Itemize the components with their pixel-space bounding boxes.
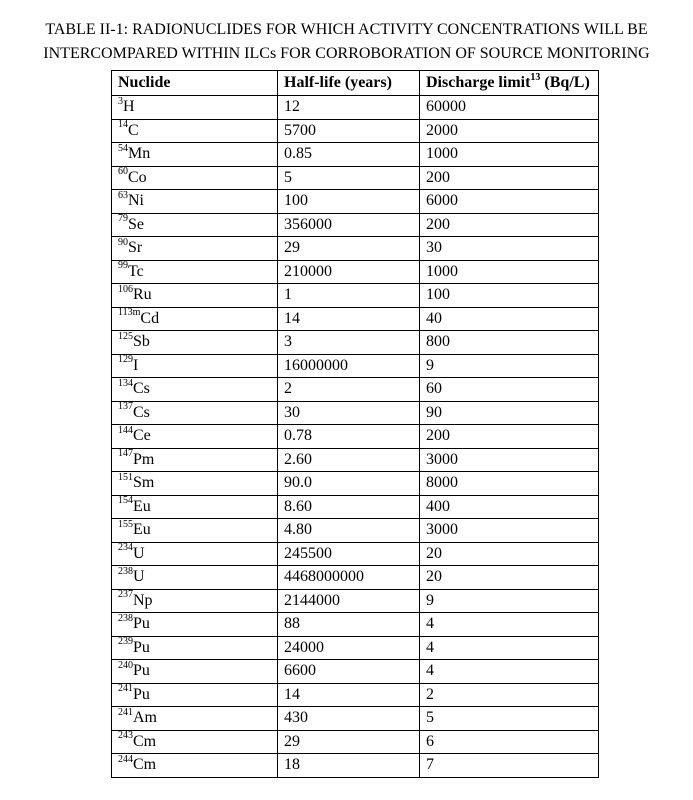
mass-number: 106	[118, 283, 133, 295]
nuclide-cell	[112, 542, 278, 566]
element-symbol: Pu	[133, 615, 150, 633]
half-life-cell: 4.80	[278, 519, 420, 543]
discharge-limit-cell: 7	[420, 754, 599, 778]
element-symbol: Cm	[133, 756, 157, 774]
element-symbol: Tc	[128, 262, 144, 280]
nuclide-cell	[112, 754, 278, 778]
half-life-cell: 16000000	[278, 354, 420, 378]
table-row	[112, 683, 599, 707]
discharge-limit-cell: 6	[420, 730, 599, 754]
mass-number: 238	[118, 565, 133, 577]
discharge-limit-cell: 4	[420, 660, 599, 684]
discharge-limit-cell: 6000	[420, 190, 599, 214]
table-caption	[0, 18, 693, 66]
discharge-limit-cell: 4	[420, 613, 599, 637]
element-symbol: Ni	[128, 192, 144, 210]
discharge-limit-cell: 2000	[420, 119, 599, 143]
nuclide-cell	[112, 660, 278, 684]
discharge-limit-cell: 9	[420, 589, 599, 613]
header-half-life: Half-life (years)	[278, 71, 420, 96]
header-discharge-label: Discharge limit	[426, 74, 531, 91]
half-life-cell: 0.85	[278, 143, 420, 167]
table-row	[112, 660, 599, 684]
discharge-limit-cell: 5	[420, 707, 599, 731]
half-life-cell: 210000	[278, 260, 420, 284]
element-symbol: U	[133, 568, 145, 586]
half-life-cell: 12	[278, 96, 420, 120]
discharge-limit-cell: 9	[420, 354, 599, 378]
mass-number: 3	[118, 95, 123, 107]
half-life-cell: 0.78	[278, 425, 420, 449]
element-symbol: Np	[133, 591, 153, 609]
element-symbol: Cs	[133, 403, 150, 421]
discharge-limit-cell: 2	[420, 683, 599, 707]
discharge-limit-cell: 60	[420, 378, 599, 402]
table-row	[112, 119, 599, 143]
footnote-marker: 13	[530, 71, 541, 83]
table-row	[112, 495, 599, 519]
discharge-limit-cell: 90	[420, 401, 599, 425]
element-symbol: Eu	[133, 521, 151, 539]
nuclide-cell	[112, 119, 278, 143]
half-life-cell: 14	[278, 683, 420, 707]
nuclide-cell	[112, 707, 278, 731]
mass-number: 14	[118, 119, 128, 131]
nuclide-cell	[112, 589, 278, 613]
mass-number: 125	[118, 330, 133, 342]
mass-number: 144	[118, 424, 133, 436]
element-symbol: Mn	[128, 145, 151, 163]
element-symbol: Cs	[133, 380, 150, 398]
nuclide-cell	[112, 284, 278, 308]
table-row	[112, 448, 599, 472]
nuclide-cell	[112, 472, 278, 496]
half-life-cell: 4468000000	[278, 566, 420, 590]
nuclide-cell	[112, 260, 278, 284]
nuclide-cell	[112, 425, 278, 449]
table-row	[112, 730, 599, 754]
discharge-limit-cell: 200	[420, 213, 599, 237]
table-row	[112, 589, 599, 613]
table-row	[112, 636, 599, 660]
half-life-cell: 6600	[278, 660, 420, 684]
nuclide-cell	[112, 143, 278, 167]
table-row	[112, 401, 599, 425]
nuclide-cell	[112, 495, 278, 519]
half-life-cell: 5	[278, 166, 420, 190]
half-life-cell: 430	[278, 707, 420, 731]
mass-number: 239	[118, 636, 133, 648]
mass-number: 243	[118, 730, 133, 742]
discharge-limit-cell: 200	[420, 425, 599, 449]
nuclide-cell	[112, 237, 278, 261]
mass-number: 129	[118, 354, 133, 366]
table-row	[112, 354, 599, 378]
half-life-cell: 90.0	[278, 472, 420, 496]
discharge-limit-cell: 20	[420, 542, 599, 566]
discharge-limit-cell: 30	[420, 237, 599, 261]
element-symbol: I	[133, 356, 139, 374]
nuclide-cell	[112, 166, 278, 190]
mass-number: 241	[118, 706, 133, 718]
element-symbol: Cd	[140, 309, 160, 327]
nuclide-cell	[112, 730, 278, 754]
half-life-cell: 5700	[278, 119, 420, 143]
half-life-cell: 1	[278, 284, 420, 308]
discharge-limit-cell: 100	[420, 284, 599, 308]
nuclide-cell	[112, 190, 278, 214]
mass-number: 241	[118, 683, 133, 695]
half-life-cell: 88	[278, 613, 420, 637]
discharge-limit-cell: 1000	[420, 143, 599, 167]
header-discharge-unit: (Bq/L)	[540, 74, 590, 91]
mass-number: 113m	[118, 307, 141, 319]
mass-number: 244	[118, 753, 133, 765]
mass-number: 134	[118, 377, 133, 389]
table-row	[112, 284, 599, 308]
mass-number: 79	[118, 213, 128, 225]
discharge-limit-cell: 20	[420, 566, 599, 590]
element-symbol: Eu	[133, 497, 151, 515]
discharge-limit-cell: 8000	[420, 472, 599, 496]
table-row	[112, 566, 599, 590]
table-row	[112, 260, 599, 284]
table-row	[112, 542, 599, 566]
half-life-cell: 29	[278, 237, 420, 261]
half-life-cell: 18	[278, 754, 420, 778]
mass-number: 151	[118, 471, 133, 483]
table-row	[112, 378, 599, 402]
element-symbol: Cm	[133, 732, 157, 750]
table-row	[112, 213, 599, 237]
discharge-limit-cell: 4	[420, 636, 599, 660]
mass-number: 63	[118, 189, 128, 201]
mass-number: 90	[118, 236, 128, 248]
table-header-row	[112, 71, 599, 96]
nuclide-cell	[112, 566, 278, 590]
element-symbol: Sm	[133, 474, 155, 492]
nuclide-cell	[112, 378, 278, 402]
discharge-limit-cell: 200	[420, 166, 599, 190]
mass-number: 237	[118, 589, 133, 601]
table-row	[112, 166, 599, 190]
element-symbol: Ru	[133, 286, 152, 304]
half-life-cell: 3	[278, 331, 420, 355]
element-symbol: U	[133, 544, 145, 562]
element-symbol: Co	[128, 168, 147, 186]
nuclide-cell	[112, 331, 278, 355]
nuclide-cell	[112, 683, 278, 707]
table-row	[112, 613, 599, 637]
mass-number: 238	[118, 612, 133, 624]
discharge-limit-cell: 40	[420, 307, 599, 331]
table-row	[112, 96, 599, 120]
element-symbol: Am	[133, 709, 157, 727]
nuclide-cell	[112, 448, 278, 472]
header-discharge-limit	[420, 71, 599, 96]
mass-number: 147	[118, 448, 133, 460]
element-symbol: Pm	[133, 450, 155, 468]
table-row	[112, 754, 599, 778]
table-body	[112, 96, 599, 778]
discharge-limit-cell: 800	[420, 331, 599, 355]
element-symbol: Pu	[133, 662, 150, 680]
discharge-limit-cell: 60000	[420, 96, 599, 120]
half-life-cell: 24000	[278, 636, 420, 660]
table-row	[112, 707, 599, 731]
mass-number: 155	[118, 518, 133, 530]
half-life-cell: 100	[278, 190, 420, 214]
nuclide-cell	[112, 213, 278, 237]
mass-number: 240	[118, 659, 133, 671]
nuclide-cell	[112, 613, 278, 637]
element-symbol: Ce	[133, 427, 151, 445]
caption-line-2: INTERCOMPARED WITHIN ILCs FOR CORROBORATION OF SOURCE MONITORING	[43, 45, 650, 62]
table-row	[112, 472, 599, 496]
table-row	[112, 143, 599, 167]
discharge-limit-cell: 400	[420, 495, 599, 519]
table-row	[112, 307, 599, 331]
table-row	[112, 425, 599, 449]
half-life-cell: 2	[278, 378, 420, 402]
caption-line-1: TABLE II-1: RADIONUCLIDES FOR WHICH ACTIVITY CONCENTRATIONS WILL BE	[45, 21, 648, 38]
element-symbol: Se	[128, 215, 144, 233]
half-life-cell: 30	[278, 401, 420, 425]
element-symbol: H	[123, 98, 135, 116]
nuclide-cell	[112, 636, 278, 660]
element-symbol: Sr	[128, 239, 143, 257]
mass-number: 99	[118, 260, 128, 272]
header-nuclide: Nuclide	[112, 71, 278, 96]
nuclide-cell	[112, 519, 278, 543]
table-row	[112, 331, 599, 355]
mass-number: 137	[118, 401, 133, 413]
mass-number: 60	[118, 166, 128, 178]
table-row	[112, 519, 599, 543]
table-row	[112, 190, 599, 214]
radionuclide-table	[111, 70, 599, 778]
mass-number: 154	[118, 495, 133, 507]
discharge-limit-cell: 1000	[420, 260, 599, 284]
nuclide-cell	[112, 354, 278, 378]
half-life-cell: 245500	[278, 542, 420, 566]
nuclide-cell	[112, 307, 278, 331]
element-symbol: Pu	[133, 685, 150, 703]
mass-number: 54	[118, 142, 128, 154]
half-life-cell: 29	[278, 730, 420, 754]
half-life-cell: 2.60	[278, 448, 420, 472]
half-life-cell: 8.60	[278, 495, 420, 519]
half-life-cell: 356000	[278, 213, 420, 237]
discharge-limit-cell: 3000	[420, 448, 599, 472]
half-life-cell: 14	[278, 307, 420, 331]
nuclide-cell	[112, 96, 278, 120]
element-symbol: Sb	[133, 333, 150, 351]
half-life-cell: 2144000	[278, 589, 420, 613]
element-symbol: C	[128, 121, 139, 139]
mass-number: 234	[118, 542, 133, 554]
element-symbol: Pu	[133, 638, 150, 656]
discharge-limit-cell: 3000	[420, 519, 599, 543]
table-row	[112, 237, 599, 261]
nuclide-cell	[112, 401, 278, 425]
